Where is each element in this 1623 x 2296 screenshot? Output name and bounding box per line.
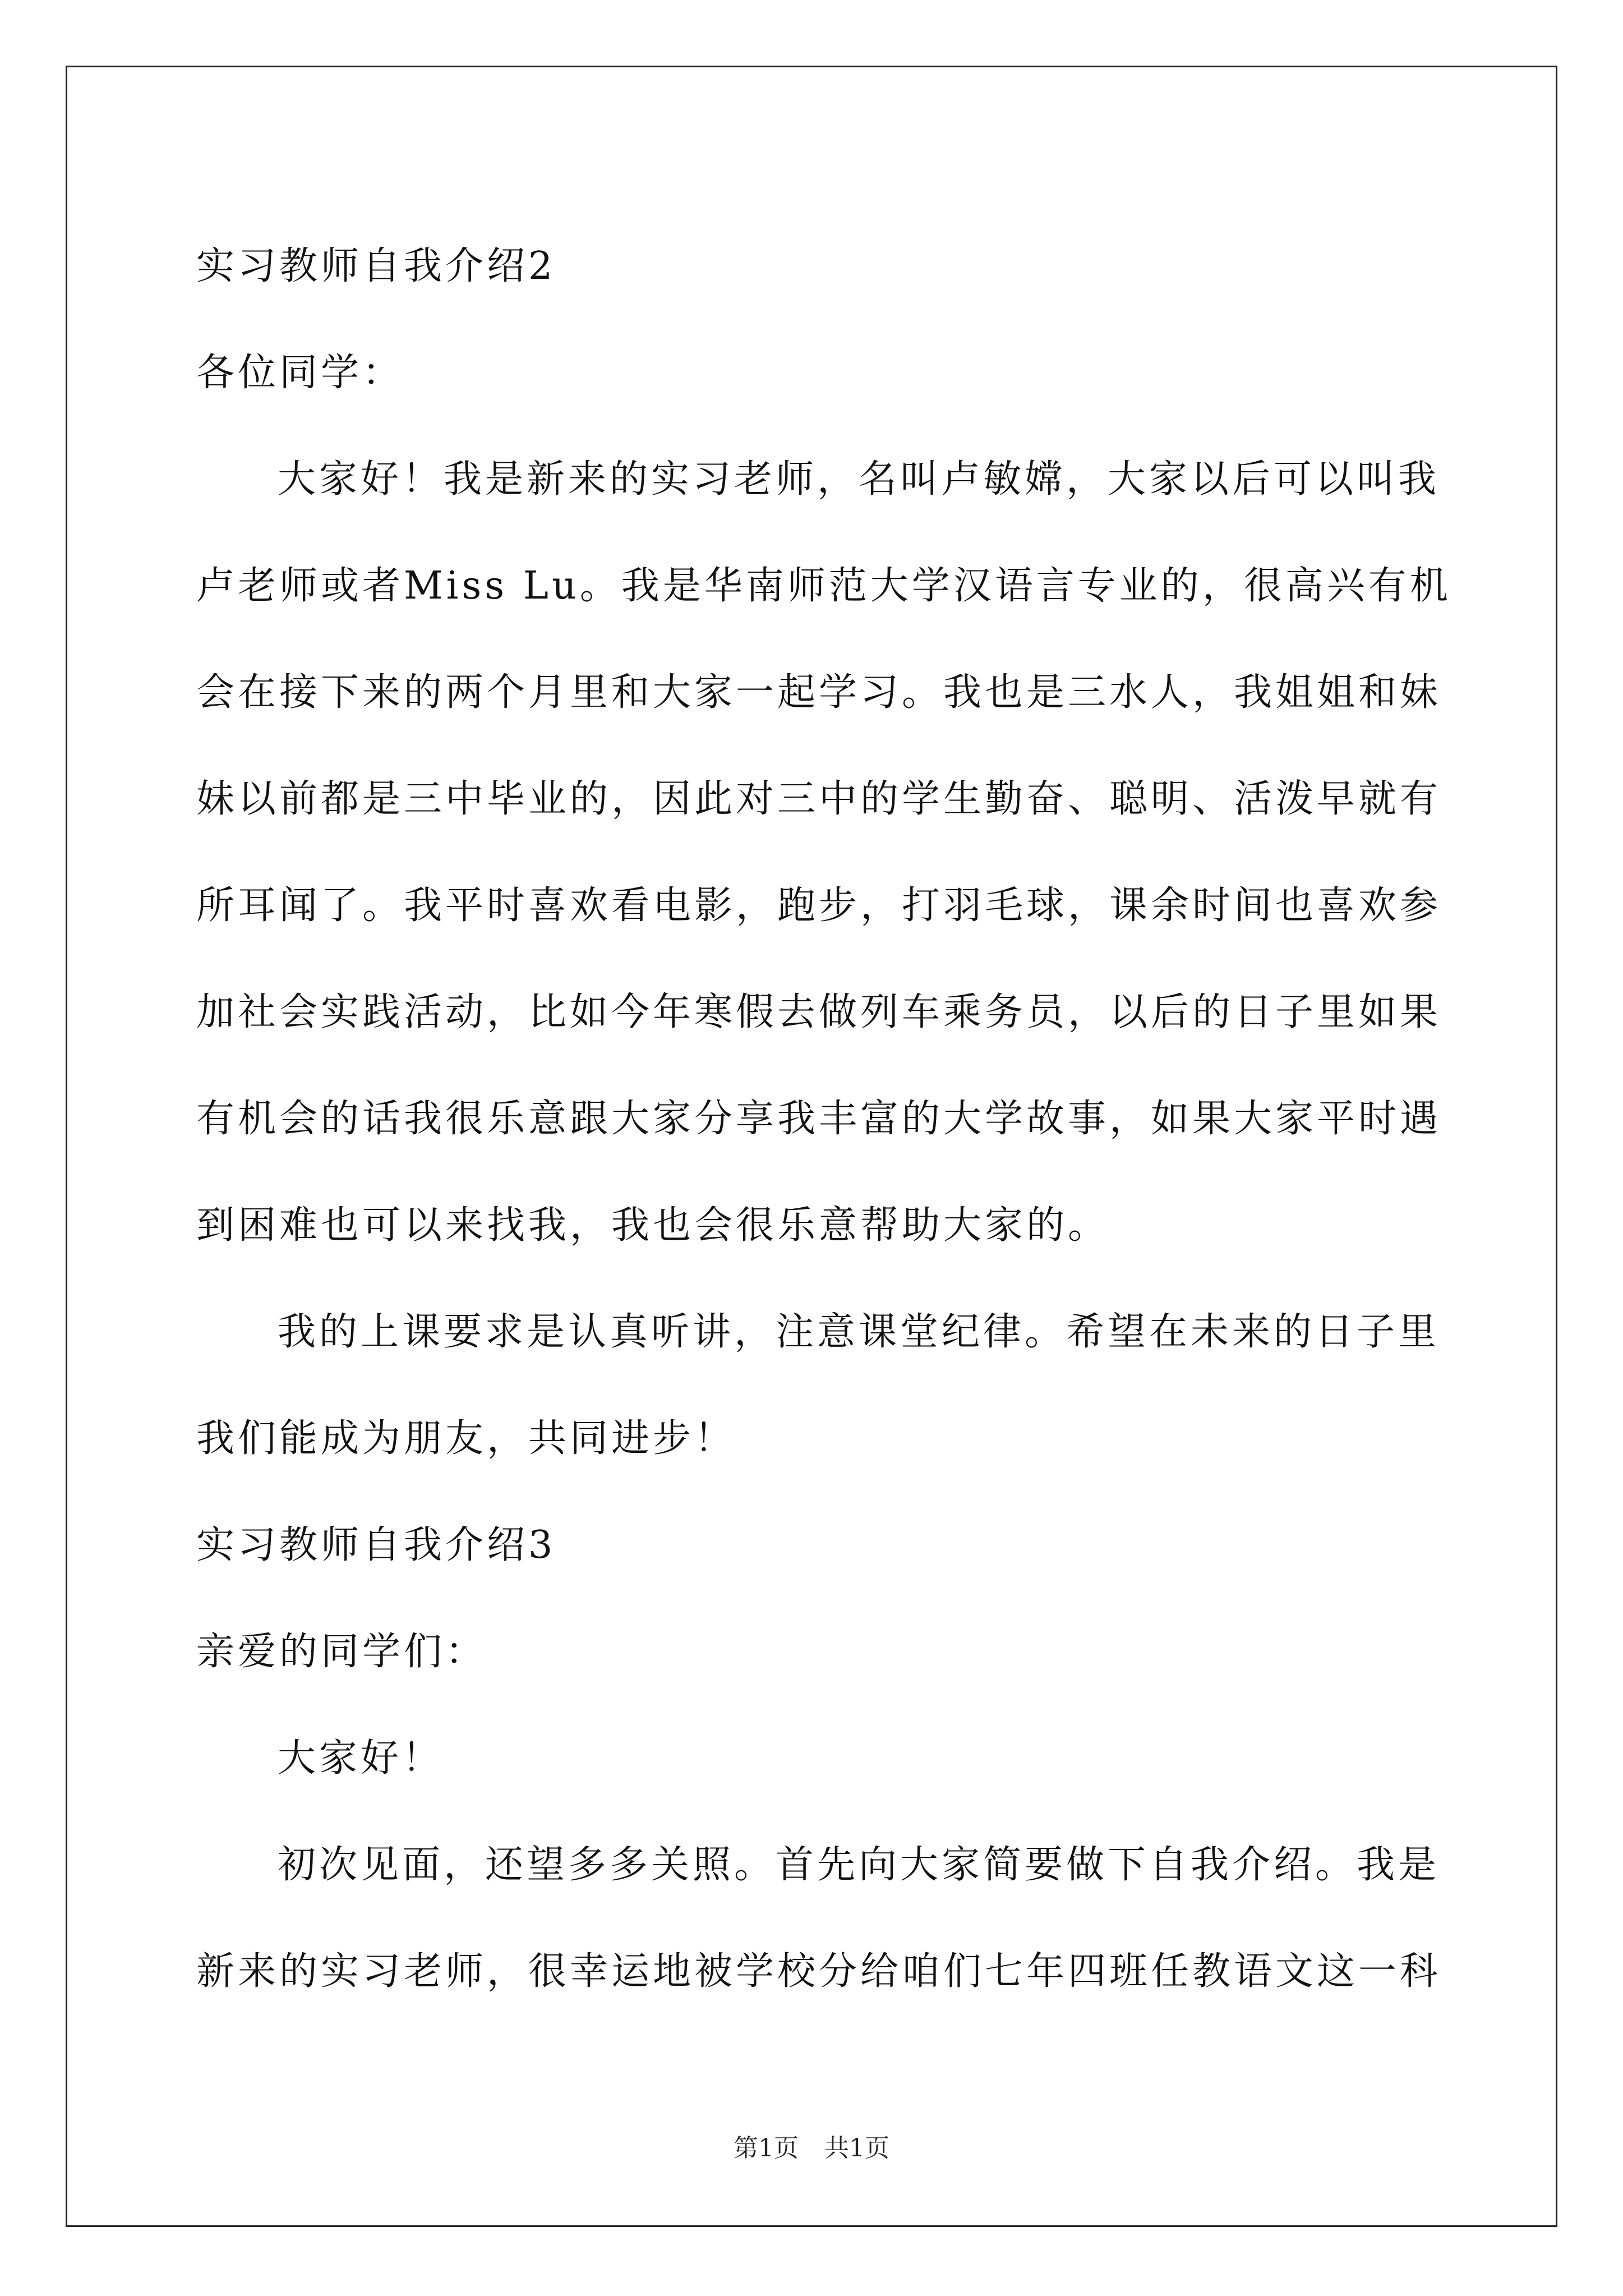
paragraph-line: 会在接下来的两个月里和大家一起学习。我也是三水人，我姐姐和妹 xyxy=(196,670,1442,715)
page-footer xyxy=(0,2132,1623,2165)
section-title: 实习教师自我介绍2 xyxy=(196,244,556,288)
paragraph-line: 大家好！我是新来的实习老师，名叫卢敏嫦，大家以后可以叫我 xyxy=(278,457,1440,501)
paragraph-line: 我们能成为朋友，共同进步！ xyxy=(196,1416,736,1461)
page-total: 共1页 xyxy=(824,2134,889,2162)
paragraph-line: 大家好！ xyxy=(278,1736,444,1780)
greeting: 亲爱的同学们： xyxy=(196,1630,487,1674)
page-number: 第1页 xyxy=(734,2134,799,2162)
paragraph-line: 卢老师或者Miss Lu。我是华南师范大学汉语言专业的，很高兴有机 xyxy=(196,564,1451,608)
paragraph-line: 有机会的话我很乐意跟大家分享我丰富的大学故事，如果大家平时遇 xyxy=(196,1097,1442,1141)
greeting: 各位同学： xyxy=(196,351,404,395)
paragraph-line: 到困难也可以来找我，我也会很乐意帮助大家的。 xyxy=(196,1203,1110,1248)
paragraph-line: 加社会实践活动，比如今年寒假去做列车乘务员，以后的日子里如果 xyxy=(196,990,1442,1034)
paragraph-line: 新来的实习老师，很幸运地被学校分给咱们七年四班任教语文这一科 xyxy=(196,1949,1442,1994)
paragraph-line: 妹以前都是三中毕业的，因此对三中的学生勤奋、聪明、活泼早就有 xyxy=(196,777,1442,821)
paragraph-line: 我的上课要求是认真听讲，注意课堂纪律。希望在未来的日子里 xyxy=(278,1310,1440,1354)
document-body xyxy=(196,213,1451,2025)
paragraph-line: 所耳闻了。我平时喜欢看电影，跑步，打羽毛球，课余时间也喜欢参 xyxy=(196,884,1442,928)
section-title: 实习教师自我介绍3 xyxy=(196,1523,556,1567)
paragraph-line: 初次见面，还望多多关照。首先向大家简要做下自我介绍。我是 xyxy=(278,1843,1440,1887)
